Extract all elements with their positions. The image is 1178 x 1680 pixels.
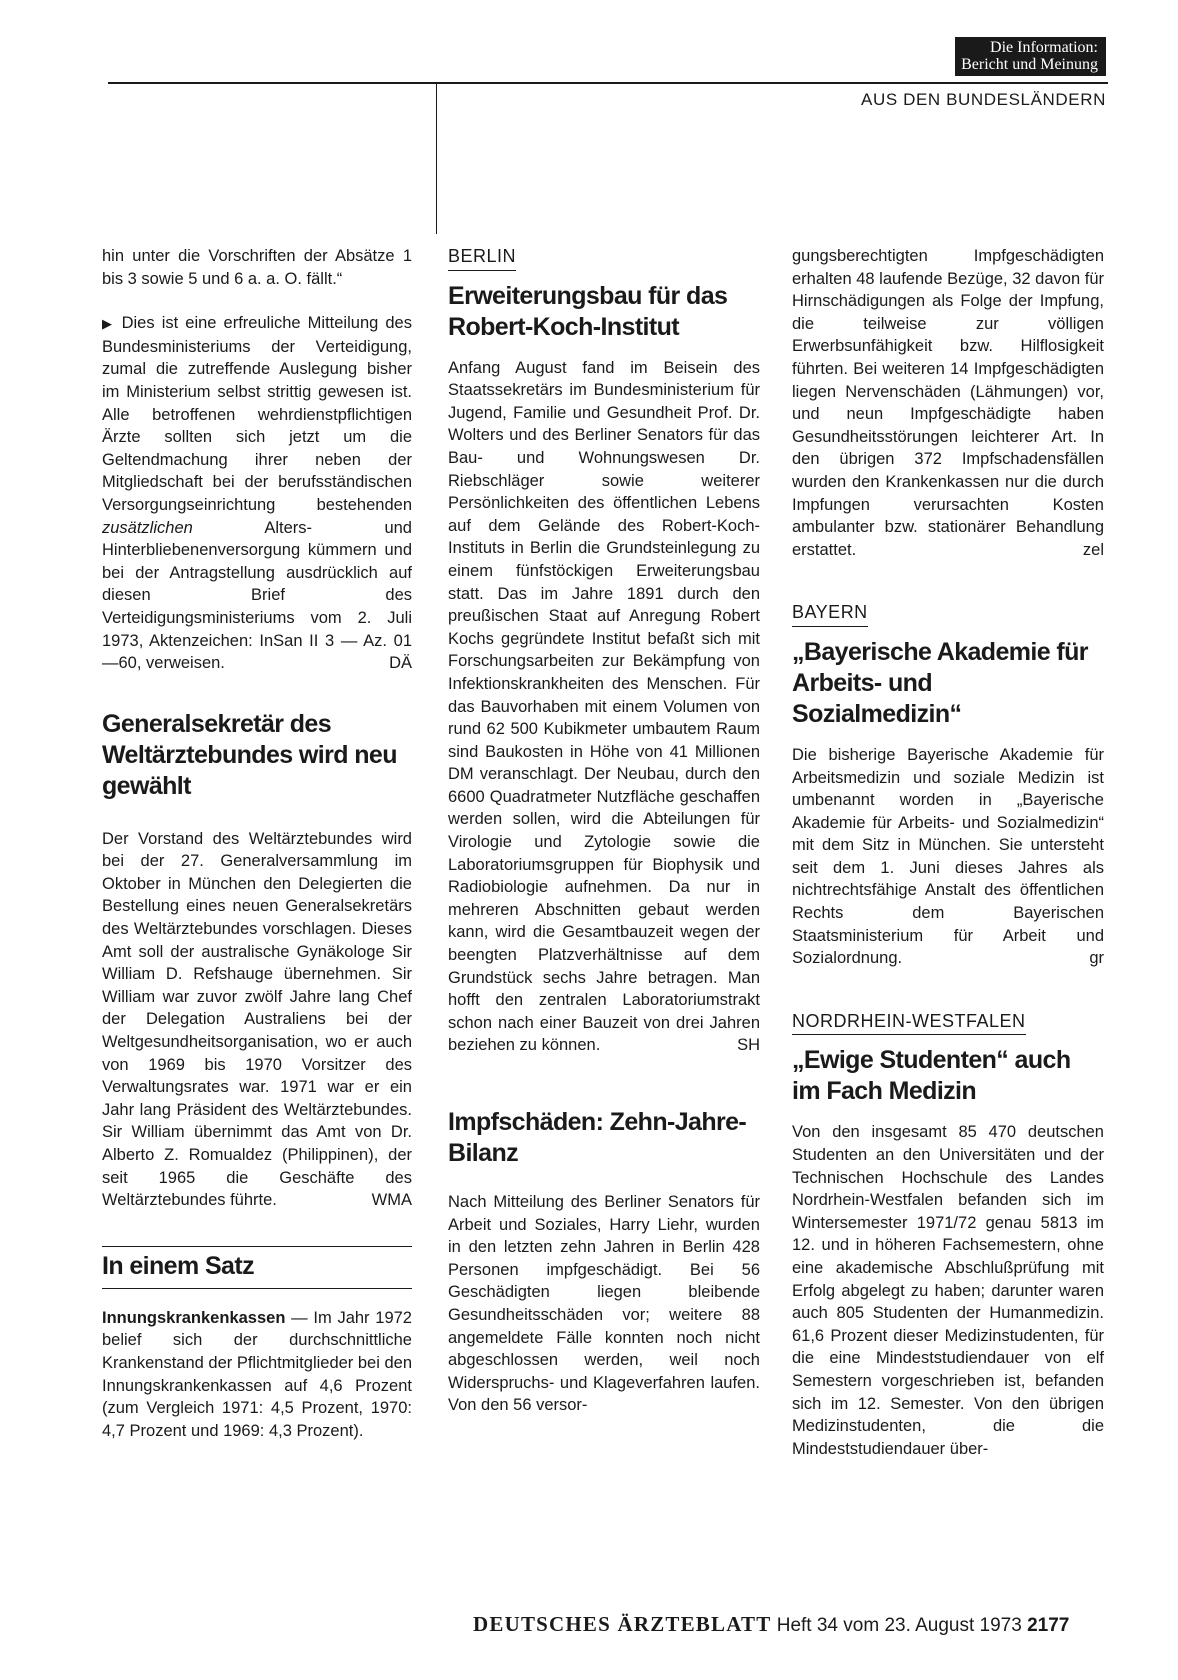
editor-note-text-b: Alters- und Hinterbliebenenversorgung kümmern und bei der Antragstellung ausdrücklich auf diesen Brief des Verteidigungsministeriums vom 2. Juli 1973, Aktenzeichen: InSan II 3 — Az. 01—60, verweisen. [102, 518, 412, 673]
section-badge [955, 37, 1106, 76]
article-body-impfschaeden-cont [792, 245, 1104, 561]
editor-note-emphasis: zusätzlichen [102, 518, 193, 537]
satz-text: — Im Jahr 1972 belief sich der durchschnittliche Krankenstand der Pflichtmitglieder bei den Innungskrankenkassen auf 4,6 Prozent (zum Vergleich 1971: 4,5 Prozent, 1970: 4,7 Prozent und 1969: 4,3 Prozent). [102, 1308, 413, 1440]
editor-note-text-a: Dies ist eine erfreuliche Mitteilung des Bundesministeriums der Verteidigung, zumal die zutreffende Auslegung bisher im Ministerium selbst strittig gewesen ist. Alle betroffenen wehrdienstpflichtigen Ärzte sollten sich jetzt um die Geltendmachung ihrer neben der Mitgliedschaft bei der berufsständischen Versorgungseinrichtung bestehenden [102, 314, 412, 514]
satz-item [102, 1307, 412, 1443]
arrow-icon: ▶ [102, 316, 115, 332]
article-body-rki [448, 357, 760, 1057]
article-body-impfschaeden: Nach Mitteilung des Berliner Senators für Arbeit und Soziales, Harry Liehr, wurden in den letzten zehn Jahren in Berlin 428 Personen impfgeschädigt. Bei 56 Geschädigten liegen bleibende Gesundheitsschäden vor; weitere 88 angemeldete Fälle konnten noch nicht abgeschlossen werden, weil noch Widerspruchs- und Klageverfahren laufen. Von den 56 versor- [448, 1193, 760, 1415]
author-initials: DÄ [389, 654, 412, 673]
issue-info: Heft 34 vom 23. August 1973 [776, 1615, 1022, 1636]
region-label-nrw: NORDRHEIN-WESTFALEN [792, 1010, 1026, 1036]
satz-title: In einem Satz [102, 1251, 254, 1280]
article-title-impfschaeden: Impfschäden: Zehn-Jahre-Bilanz [448, 1108, 747, 1167]
continued-paragraph: hin unter die Vorschriften der Absätze 1 bis 3 sowie 5 und 6 a. a. O. fällt.“ [102, 247, 412, 288]
satz-bottom-rule [102, 1288, 412, 1289]
section-title: AUS DEN BUNDESLÄNDERN [861, 90, 1106, 109]
author-initials: SH [737, 1036, 760, 1055]
article-title-akademie: „Bayerische Akademie für Arbeits- und Sozialmedizin“ [792, 637, 1088, 728]
column-3 [792, 245, 1104, 1460]
article-text: gungsberechtigten Impfgeschädigten erhalten 48 laufende Bezüge, 32 davon für Hirnschädigungen als Folge der Impfung, die teilweise zur völligen Erwerbsunfähigkeit bzw. Hilflosigkeit führten. Bei weiteren 14 Impfgeschädigten liegen Nervenschäden (Lähmungen) vor, und neun Impfgeschädigte haben Gesundheitsstörungen leichterer Art. In den übrigen 372 Impfschadensfällen wurden den Krankenkassen nur die durch Impfungen verursachten Kosten ambulanter bzw. stationärer Behandlung erstattet. [792, 247, 1104, 559]
author-initials: WMA [371, 1191, 412, 1210]
article-title-rki: Erweiterungsbau für das Robert-Koch-Institut [448, 281, 728, 341]
satz-top-rule [102, 1246, 412, 1247]
article-body-studenten: Von den insgesamt 85 470 deutschen Studenten an den Universitäten und der Technischen Hochschule des Landes Nordrhein-Westfalen befanden sich im Wintersemester 1971/72 genau 5813 im 12. und in höheren Fachsemestern, ohne eine akademische Abschlußprüfung mit Erfolg abgelegt zu haben; darunter waren auch 805 Studenten der Humanmedizin. 61,6 Prozent dieser Medizinstudenten, für die eine Mindeststudiendauer von elf Semestern vorgeschrieben ist, befanden sich im 12. Semester. Von den übrigen Medizinstudenten, die die Mindeststudiendauer über- [792, 1123, 1104, 1458]
page-footer [473, 1612, 1069, 1637]
header-rule [108, 82, 1108, 84]
badge-line-1: Die Information: [990, 39, 1098, 56]
column-2 [448, 245, 760, 1417]
badge-line-2: Bericht und Meinung [961, 56, 1098, 73]
column-divider [436, 84, 437, 234]
column-1 [102, 245, 412, 1442]
region-label-bayern: BAYERN [792, 601, 868, 627]
article-text: Anfang August fand im Beisein des Staatssekretärs im Bundesministerium für Jugend, Familie und Gesundheit Prof. Dr. Wolters und des Berliner Senators für das Bau- und Wohnungswesen Dr. Riebschläger sowie weiterer Persönlichkeiten des öffentlichen Lebens auf dem Gelände des Robert-Koch-Instituts in Berlin die Grundsteinlegung zu einem fünfstöckigen Erweiterungsbau statt. Das im Jahre 1891 durch den preußischen Staat auf Anregung Robert Kochs gegründete Institut befaßt sich mit Forschungsarbeiten zur Bekämpfung von Infektionskrankheiten des Menschen. Für das Bauvorhaben mit einem Volumen von rund 62 500 Kubikmeter umbautem Raum sind Baukosten in Höhe von 41 Millionen DM veranschlagt. Der Neubau, durch den 6600 Quadratmeter Nutzfläche geschaffen werden sollen, wird die Abteilungen für Virologie und Zytologie sowie die Laboratoriumsgruppen für Biophysik und Radiobiologie aufnehmen. Da nur in mehreren Abschnitten gebaut werden kann, wird die Gesamtbauzeit wegen der beengten Platzverhältnisse auf dem Grundstück sechs Jahre betragen. Man hofft den zentralen Laboratoriumstrakt schon nach einer Bauzeit von drei Jahren beziehen zu können. [448, 358, 760, 1055]
author-initials: gr [1089, 949, 1104, 968]
article-title-studenten: „Ewige Studenten“ auch im Fach Medizin [792, 1046, 1071, 1106]
article-body-akademie [792, 744, 1104, 970]
article-text: Die bisherige Bayerische Akademie für Arbeitsmedizin und soziale Medizin ist umbenannt worden in „Bayerische Akademie für Arbeits- und Sozialmedizin“ mit dem Sitz in München. Sie untersteht seit dem 1. Juni dieses Jahres als nichtrechtsfähige Anstalt des öffentlichen Rechts dem Bayerischen Staatsministerium für Arbeit und Sozialordnung. [792, 745, 1104, 968]
article-body-weltaerztebund [102, 828, 412, 1212]
satz-lead: Innungskrankenkassen [102, 1308, 286, 1327]
region-label-berlin: BERLIN [448, 245, 516, 271]
article-text: Der Vorstand des Weltärztebundes wird bei der 27. Generalversammlung im Oktober in München den Delegierten die Bestellung eines neuen Generalsekretärs des Weltärztebundes vorschlagen. Dieses Amt soll der australische Gynäkologe Sir William D. Refshauge übernehmen. Sir William war zuvor zwölf Jahre lang Chef der Delegation Australiens bei der Weltgesundheitsorganisation, wo er auch von 1969 bis 1970 Vorsitzer des Verwaltungsrates war. 1971 war er ein Jahr lang Präsident des Weltärztebundes. Sir William übernimmt das Amt von Dr. Alberto Z. Romualdez (Philippinen), der seit 1965 die Geschäfte des Weltärztebundes führte. [102, 829, 412, 1210]
editor-note [102, 312, 412, 675]
article-title-weltaerztebund: Generalsekretär des Weltärztebundes wird neu gewählt [102, 709, 397, 800]
page-number: 2177 [1027, 1615, 1070, 1636]
author-initials: zel [1082, 540, 1104, 559]
journal-name: DEUTSCHES ÄRZTEBLATT [473, 1612, 772, 1636]
